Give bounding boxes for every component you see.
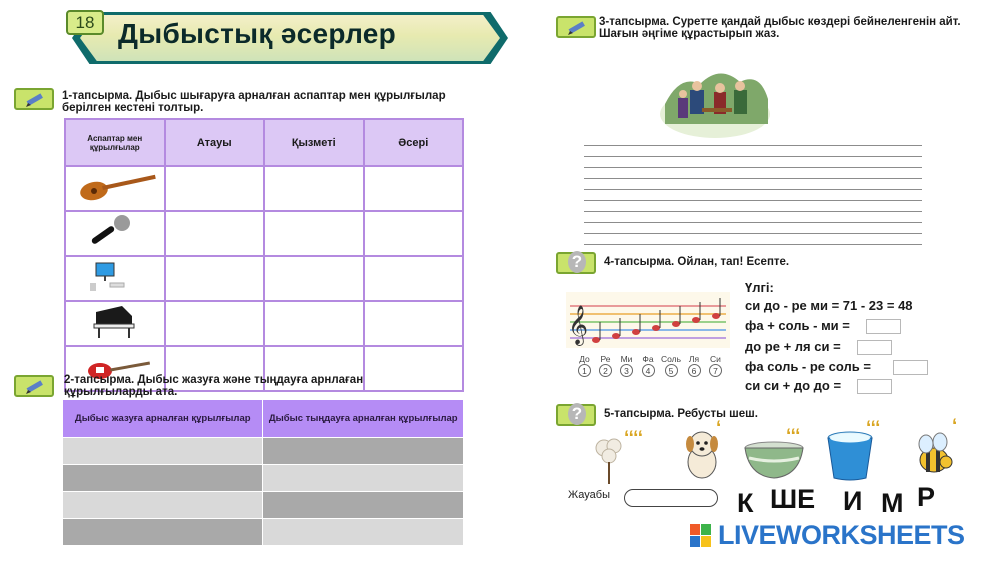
note-number: 5: [659, 364, 683, 377]
note-number: 7: [705, 364, 726, 377]
answer-cell[interactable]: [263, 492, 464, 519]
task3-instruction: 3-тапсырма. Суретте қандай дыбыс көздері бейнеленгенін айт. Шағын әңгіме құрастырып жаз.: [599, 16, 961, 40]
liveworksheets-logo: LIVEWORKSHEETS: [718, 520, 965, 550]
writing-line[interactable]: [584, 145, 922, 146]
task2-table: [62, 399, 464, 546]
pencil-icon: [14, 88, 54, 110]
answer-cell[interactable]: [63, 438, 263, 465]
answer-cell[interactable]: [263, 465, 464, 492]
col-header-instruments: Аспаптар мен құрылғылар: [65, 119, 165, 166]
answer-cell[interactable]: [264, 211, 364, 256]
task1-table: [64, 118, 464, 392]
pencil-icon: [556, 16, 596, 38]
writing-line[interactable]: [584, 211, 922, 212]
note-number: 1: [574, 364, 595, 377]
col-header-recording: Дыбыс жазуға арналған құрылғылар: [63, 400, 263, 438]
note-numbers: [574, 361, 730, 379]
writing-line[interactable]: [584, 178, 922, 179]
answer-cell[interactable]: [63, 465, 263, 492]
answer-cell[interactable]: [264, 301, 364, 346]
answer-cell[interactable]: [263, 519, 464, 546]
col-header-listening: Дыбыс тыңдауға арналған құрылғылар: [263, 400, 464, 438]
rebus-commas: ‘‘‘‘: [624, 428, 643, 449]
rebus-commas: ‘: [716, 418, 722, 439]
answer-cell[interactable]: [364, 211, 464, 256]
writing-line[interactable]: [584, 189, 922, 190]
rebus-letter: К: [737, 488, 754, 518]
music-staff-image: [566, 292, 730, 386]
answer-input-3[interactable]: [893, 360, 928, 375]
answer-cell[interactable]: [364, 301, 464, 346]
dombra-image: [65, 166, 165, 211]
answer-cell[interactable]: [165, 256, 265, 301]
bee-image: [910, 430, 958, 480]
answer-cell[interactable]: [263, 438, 464, 465]
writing-line[interactable]: [584, 156, 922, 157]
writing-line[interactable]: [584, 222, 922, 223]
note-si: Си: [710, 354, 721, 364]
table-row: [65, 211, 463, 256]
answer-cell[interactable]: [264, 166, 364, 211]
note-number: 4: [637, 364, 659, 377]
answer-cell[interactable]: [165, 211, 265, 256]
liveworksheets-logo-icon: [690, 524, 712, 548]
folk-musicians-image: [660, 54, 770, 138]
task4-instruction: 4-тапсырма. Ойлан, тап! Есепте.: [604, 256, 790, 268]
task5-instruction: 5-тапсырма. Ребусты шеш.: [604, 408, 758, 420]
note-re: Ре: [600, 354, 611, 364]
problem-3: фа соль - ре соль =: [745, 359, 871, 374]
table-row: [65, 256, 463, 301]
page-title: Дыбыстық әсерлер: [118, 18, 397, 49]
rebus-commas: ‘: [952, 416, 958, 437]
rebus-letter: ШЕ: [770, 484, 816, 514]
question-icon: ?: [556, 404, 596, 426]
task2-instruction: 2-тапсырма. Дыбыс жазуға және тыңдауға арнлаған құрылғыларды ата.: [64, 374, 364, 398]
table-row: [65, 166, 463, 211]
answer-input-1[interactable]: [866, 319, 901, 334]
example-label: Үлгі:: [745, 280, 774, 295]
col-header-name: Атауы: [165, 119, 265, 166]
note-number: 6: [683, 364, 705, 377]
pencil-icon: [14, 375, 54, 397]
piano-image: [65, 301, 165, 346]
note-fa: Фа: [642, 354, 654, 364]
task1-instruction: 1-тапсырма. Дыбыс шығаруға арналған аспаптар мен құрылғылар берілген кестені толтыр.: [62, 90, 446, 114]
note-do: До: [579, 354, 590, 364]
page-number: 18: [66, 10, 104, 35]
rebus-letter: М: [881, 488, 904, 518]
answer-cell[interactable]: [165, 166, 265, 211]
writing-line[interactable]: [584, 244, 922, 245]
rebus-commas: ‘‘‘: [786, 426, 801, 447]
rebus-commas: ‘‘‘: [866, 418, 881, 439]
svg-text:𝄞: 𝄞: [568, 305, 589, 345]
answer-cell[interactable]: [63, 492, 263, 519]
note-number: 2: [595, 364, 616, 377]
writing-line[interactable]: [584, 200, 922, 201]
note-mi: Ми: [620, 354, 633, 364]
note-lya: Ля: [688, 354, 700, 364]
answer-cell[interactable]: [63, 519, 263, 546]
problem-2: до ре + ля си =: [745, 339, 841, 354]
rebus-answer-input[interactable]: [624, 489, 718, 507]
problem-4: си си + до до =: [745, 378, 842, 393]
rebus-letter: И: [843, 486, 863, 516]
col-header-function: Қызметі: [264, 119, 364, 166]
writing-line[interactable]: [584, 233, 922, 234]
writing-line[interactable]: [584, 167, 922, 168]
question-icon: ?: [556, 252, 596, 274]
cotton-image: [592, 434, 626, 486]
answer-cell[interactable]: [264, 256, 364, 301]
example-equation: си до - ре ми = 71 - 23 = 48: [745, 298, 913, 313]
note-sol: Соль: [660, 354, 682, 364]
table-row: [65, 301, 463, 346]
computer-image: [65, 256, 165, 301]
answer-cell[interactable]: [364, 166, 464, 211]
rebus-letter: Р: [917, 482, 936, 512]
note-number: 3: [616, 364, 637, 377]
col-header-effect: Әсері: [364, 119, 464, 166]
answer-cell[interactable]: [165, 301, 265, 346]
problem-1: фа + соль - ми =: [745, 318, 850, 333]
answer-input-2[interactable]: [857, 340, 892, 355]
answer-input-4[interactable]: [857, 379, 892, 394]
answer-label: Жауабы: [568, 489, 610, 501]
answer-cell[interactable]: [364, 256, 464, 301]
microphone-image: [65, 211, 165, 256]
